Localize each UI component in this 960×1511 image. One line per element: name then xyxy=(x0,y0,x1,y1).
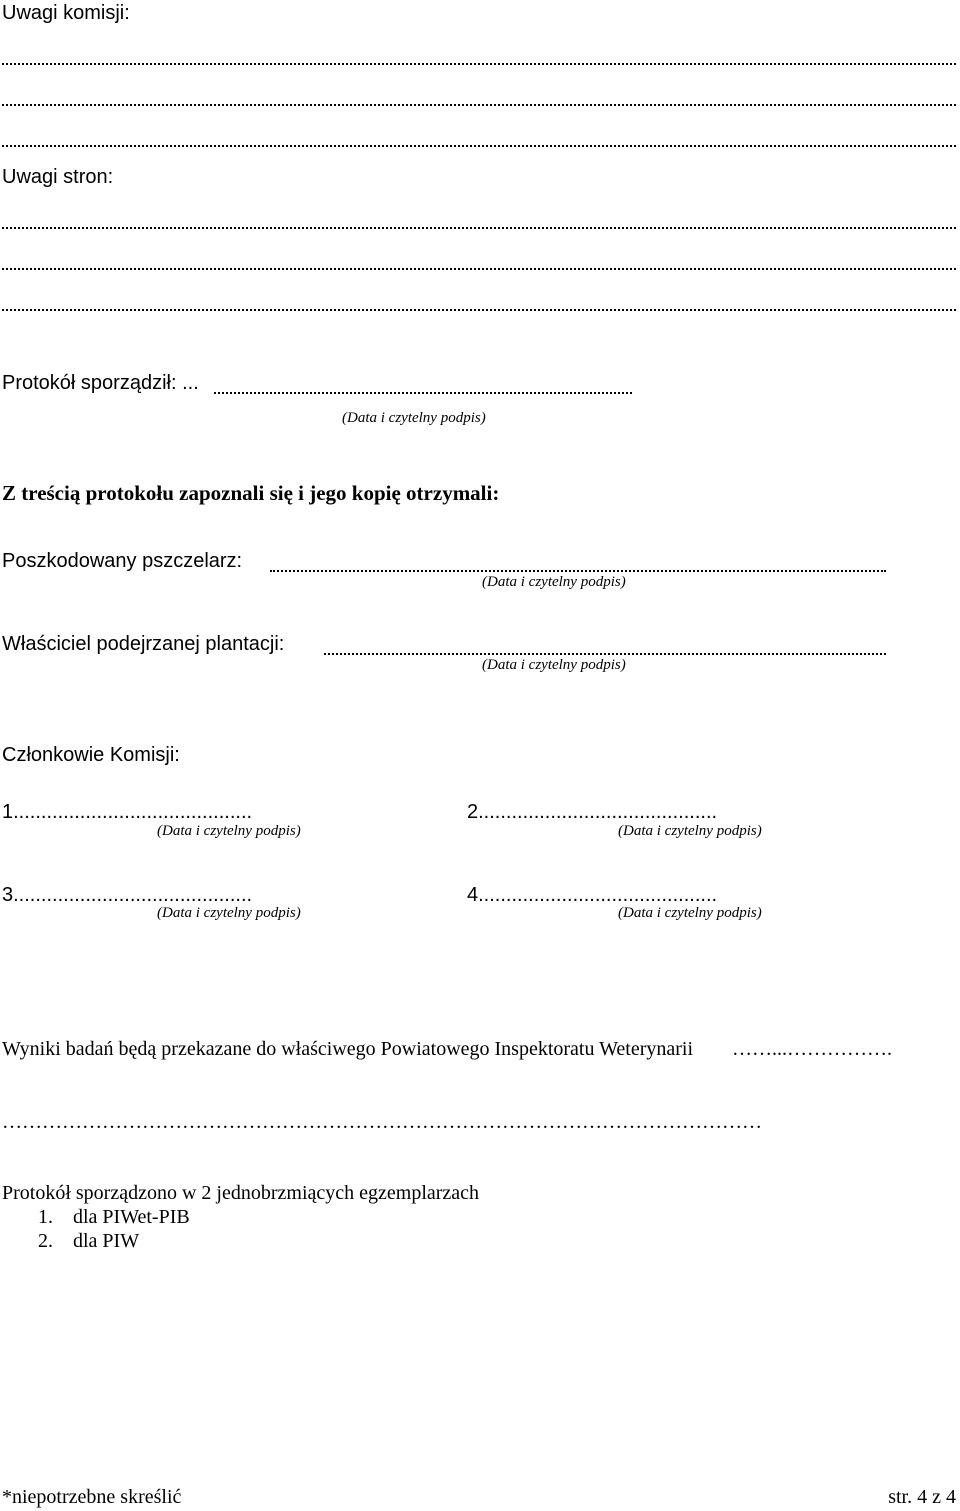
uwagi-stron-line-1[interactable] xyxy=(2,227,956,229)
protokol-sporzadzil-caption: (Data i czytelny podpis) xyxy=(342,410,486,426)
wyniki-text: Wyniki badań będą przekazane do właściwego Powiatowego Inspektoratu Weterynarii xyxy=(2,1038,694,1060)
egzemplarze-title: Protokół sporządzono w 2 jednobrzmiących egzemplarzach xyxy=(2,1182,480,1204)
poszkodowany-caption: (Data i czytelny podpis) xyxy=(482,574,626,590)
czlonek-4-caption: (Data i czytelny podpis) xyxy=(618,905,762,921)
czlonek-2-signature[interactable]: 2........................................... xyxy=(467,802,718,822)
wlasciciel-caption: (Data i czytelny podpis) xyxy=(482,657,626,673)
wlasciciel-signature-line[interactable] xyxy=(324,653,886,655)
poszkodowany-signature-line[interactable] xyxy=(270,570,886,572)
wyniki-inspektorat-field[interactable]: ……...……………. xyxy=(732,1039,892,1059)
uwagi-komisji-line-3[interactable] xyxy=(2,145,956,147)
uwagi-stron-line-3[interactable] xyxy=(2,309,956,311)
wyniki-second-line[interactable]: …………………………………………………………………………………………………… xyxy=(2,1112,762,1132)
czlonek-1-signature[interactable]: 1........................................... xyxy=(2,802,253,822)
egzemplarz-1-num: 1. xyxy=(38,1206,53,1228)
czlonkowie-label: Członkowie Komisji: xyxy=(2,744,180,766)
wlasciciel-label: Właściciel podejrzanej plantacji: xyxy=(2,633,285,655)
page-number: str. 4 z 4 xyxy=(888,1486,956,1508)
uwagi-stron-label: Uwagi stron: xyxy=(2,166,114,188)
uwagi-komisji-line-2[interactable] xyxy=(2,104,956,106)
uwagi-komisji-line-1[interactable] xyxy=(2,63,956,65)
czlonek-3-signature[interactable]: 3........................................... xyxy=(2,885,253,905)
protokol-sporzadzil-signature-line[interactable] xyxy=(214,392,632,394)
footer-note: *niepotrzebne skreślić xyxy=(2,1486,182,1508)
czlonek-1-caption: (Data i czytelny podpis) xyxy=(157,823,301,839)
egzemplarz-1-text: dla PIWet-PIB xyxy=(73,1206,190,1228)
uwagi-stron-line-2[interactable] xyxy=(2,268,956,270)
uwagi-komisji-label: Uwagi komisji: xyxy=(2,2,130,24)
egzemplarz-2-text: dla PIW xyxy=(73,1230,140,1252)
czlonek-2-caption: (Data i czytelny podpis) xyxy=(618,823,762,839)
protokol-sporzadzil-label: Protokół sporządził: ... xyxy=(2,372,199,394)
czlonek-3-caption: (Data i czytelny podpis) xyxy=(157,905,301,921)
egzemplarz-2-num: 2. xyxy=(38,1230,53,1252)
zapoznanie-heading: Z treścią protokołu zapoznali się i jego kopię otrzymali: xyxy=(2,481,500,505)
poszkodowany-label: Poszkodowany pszczelarz: xyxy=(2,550,243,572)
czlonek-4-signature[interactable]: 4........................................... xyxy=(467,885,718,905)
